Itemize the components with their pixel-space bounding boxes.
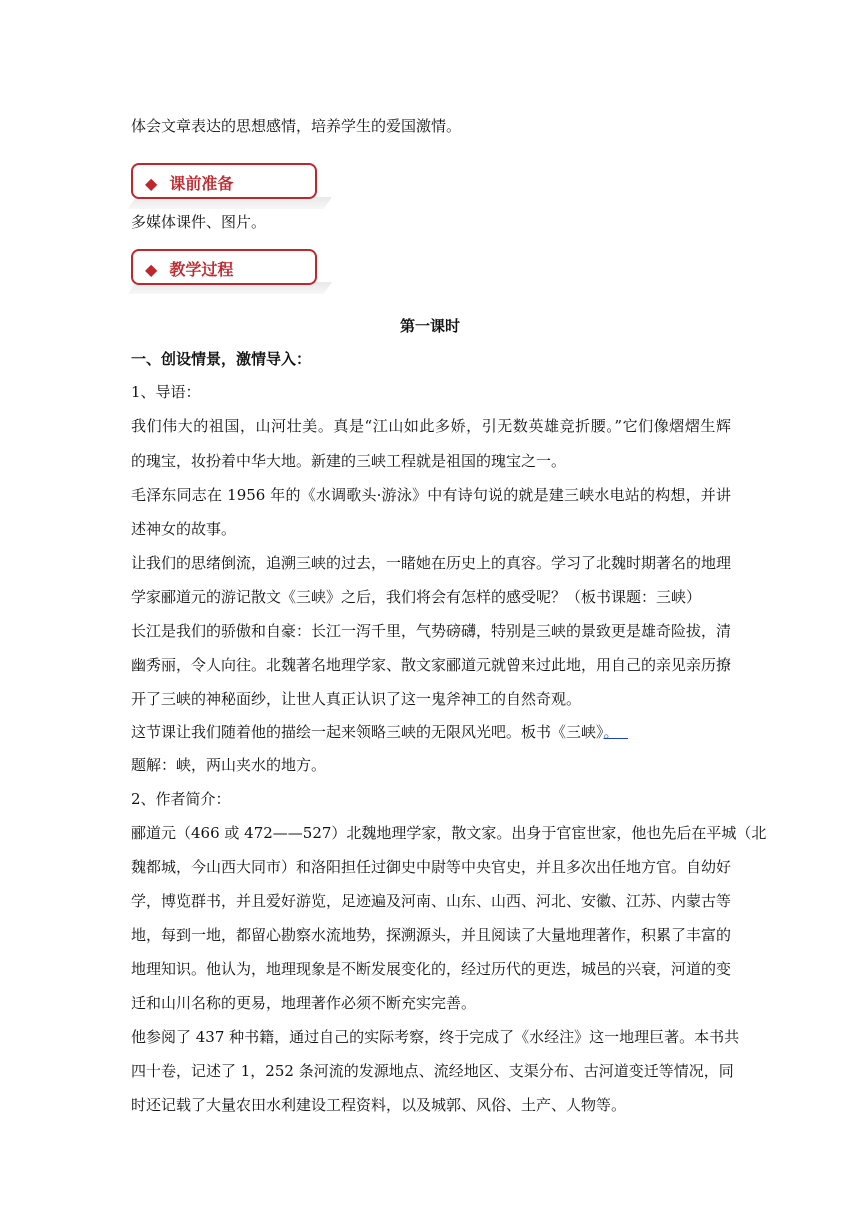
hyperlink-tail <box>619 723 629 741</box>
paragraph-text: 这节课让我们随着他的描绘一起来领略三峡的无限风光吧。板书《三峡》 <box>131 723 604 741</box>
paragraph-line: 开了三峡的神秘面纱，让世人真正认识了这一鬼斧神工的自然奇观。 <box>131 690 582 708</box>
diamond-bullet-icon: ◆ <box>145 260 158 279</box>
prep-text: 多媒体课件、图片。 <box>131 213 267 231</box>
paragraph-line: 郦道元（466 或 472——527）北魏地理学家，散文家。出身于官宦世家，他也先后在平城（北 <box>131 824 767 842</box>
part1-heading: 一、创设情景，激情导入： <box>131 350 312 368</box>
process-heading-box <box>131 249 317 285</box>
hyperlink[interactable]: 。 <box>603 723 619 741</box>
paragraph-line: 时还记载了大量农田水利建设工程资料，以及城郭、风俗、土产、人物等。 <box>131 1096 627 1114</box>
item2-label: 2、作者简介： <box>131 790 231 808</box>
paragraph-line: 他参阅了 437 种书籍，通过自己的实际考察，终于完成了《水经注》这一地理巨著。本书共 <box>131 1028 740 1046</box>
paragraph-line: 我们伟大的祖国，山河壮美。真是“江山如此多娇，引无数英雄竞折腰。”它们像熠熠生辉 <box>131 417 731 435</box>
diamond-bullet-icon: ◆ <box>145 174 158 193</box>
paragraph-line: 毛泽东同志在 1956 年的《水调歌头·游泳》中有诗句说的就是建三峡水电站的构想，并讲 <box>131 486 731 504</box>
paragraph-line: 幽秀丽，令人向往。北魏著名地理学家、散文家郦道元就曾来过此地，用自己的亲见亲历撩 <box>131 656 732 674</box>
paragraph-line: 的瑰宝，妆扮着中华大地。新建的三峡工程就是祖国的瑰宝之一。 <box>131 452 567 470</box>
objective-line: 体会文章表达的思想感情，培养学生的爱国激情。 <box>131 117 462 135</box>
prep-heading-text: 课前准备 <box>169 174 234 193</box>
paragraph-line: 让我们的思绪倒流，追溯三峡的过去，一睹她在历史上的真容。学习了北魏时期著名的地理 <box>131 554 732 572</box>
prep-heading <box>145 171 233 194</box>
item1-label: 1、导语： <box>131 383 201 401</box>
paragraph-line: 学家郦道元的游记散文《三峡》之后，我们将会有怎样的感受呢？（板书课题：三峡） <box>131 588 702 606</box>
paragraph-line: 长江是我们的骄傲和自豪：长江一泻千里，气势磅礴，特别是三峡的景致更是雄奇险拔，清 <box>131 622 732 640</box>
prep-heading-box <box>131 163 317 199</box>
paragraph-line: 魏都城，今山西大同市）和洛阳担任过御史中尉等中央官史，并且多次出任地方官。自幼好 <box>131 858 732 876</box>
lesson-title: 第一课时 <box>399 317 460 335</box>
paragraph-line: 四十卷，记述了 1，252 条河流的发源地点、流经地区、支渠分布、古河道变迁等情况，同 <box>131 1062 734 1080</box>
paragraph-line: 述神女的故事。 <box>131 520 237 538</box>
paragraph-line: 题解：峡，两山夹水的地方。 <box>131 756 327 774</box>
paragraph-line: 迁和山川名称的更易，地理著作必须不断充实完善。 <box>131 994 477 1012</box>
paragraph-line <box>131 722 731 742</box>
process-heading <box>145 257 233 280</box>
paragraph-line: 地，每到一地，都留心勘察水流地势，探溯源头，并且阅读了大量地理著作，积累了丰富的 <box>131 926 732 944</box>
paragraph-line: 学，博览群书，并且爱好游览，足迹遍及河南、山东、山西、河北、安徽、江苏、内蒙古等 <box>131 892 732 910</box>
paragraph-line: 地理知识。他认为，地理现象是不断发展变化的，经过历代的更迭，城邑的兴衰，河道的变 <box>131 960 732 978</box>
process-heading-text: 教学过程 <box>169 260 234 279</box>
